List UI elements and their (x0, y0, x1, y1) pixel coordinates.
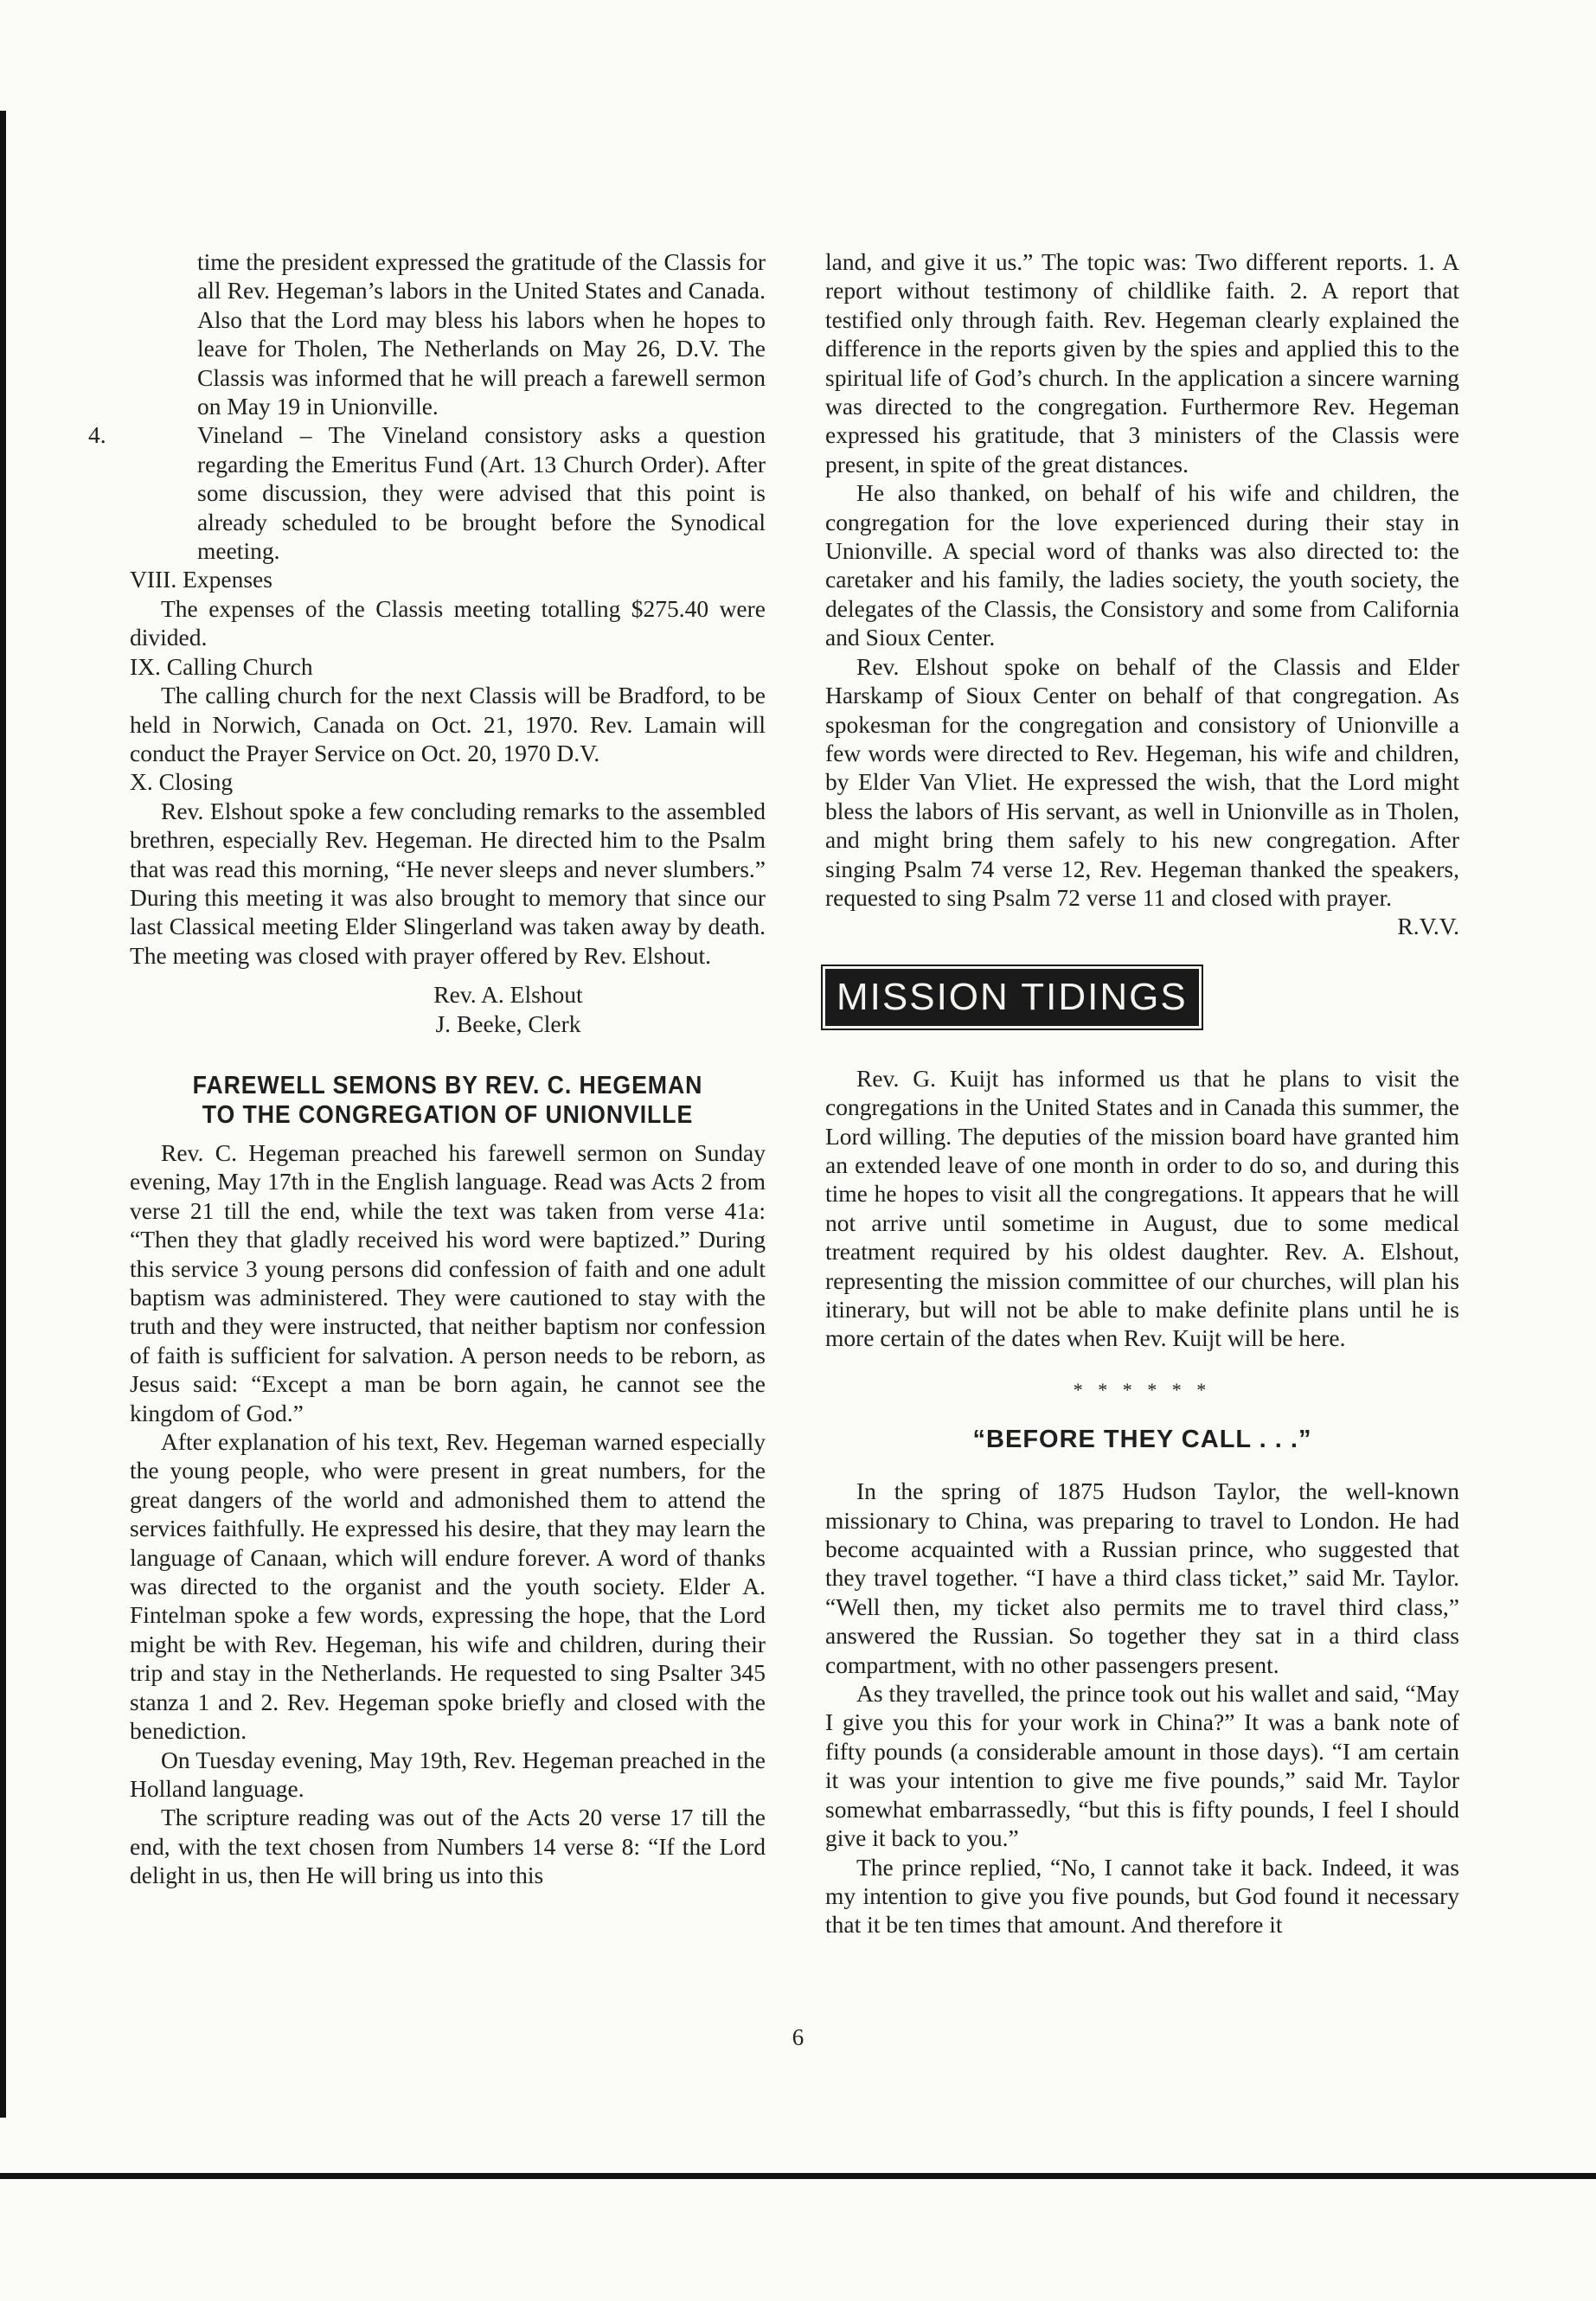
farewell-headline (155, 1071, 740, 1130)
bottom-edge-rule (0, 2173, 1596, 2179)
farewell-paragraph-2: After explanation of his text, Rev. Hegeman warned especially the young people, who were present in great numbers, for the great dangers of the world and admonished them to attend the services faithfully. He expressed his desire, that they may learn the language of Canaan, which will endure forever. A word of thanks was directed to the organist and the youth society. Elder A. Fintelman spoke a few words, expressing the hope, that the Lord might be with Rev. Hegeman, his wife and children, during their trip and stay in the Netherlands. He requested to sing Psalter 345 stanza 1 and 2. Rev. Hegeman spoke briefly and closed with the benediction. (130, 1428, 766, 1745)
list-number: 4. (88, 421, 106, 449)
story-paragraph-1: In the spring of 1875 Hudson Taylor, the well-known missionary to China, was preparing to travel to London. He had become acquainted with a Russian prince, who suggested that they travel together. “I have a third class ticket,” said Mr. Taylor. “Well then, my ticket also permits me to travel third class,” answered the Russian. So together they sat in a third class compartment, with no other passengers present. (825, 1477, 1459, 1678)
section-x-text: Rev. Elshout spoke a few concluding remarks to the assembled brethren, especially Rev. Hegeman. He directed him to the Psalm that was read this morning, “He never sleeps and never slumbers.” During this meeting it was also brought to memory that since our last Classical meeting Elder Slingerland was taken away by death. The meeting was closed with prayer offered by Rev. Elshout. (130, 797, 766, 969)
farewell-headline-line-1: FAREWELL SEMONS BY REV. C. HEGEMAN (192, 1071, 703, 1099)
initials-signature: R.V.V. (1397, 913, 1459, 940)
report-paragraph-2: He also thanked, on behalf of his wife and children, the congregation for the love experienced during their stay in Unionville. A special word of thanks was also directed to: the caretaker and his family, the ladies society, the youth society, the delegates of the Classis, the Consistory and some from California and Sioux Center. (825, 479, 1459, 651)
mission-paragraph: Rev. G. Kuijt has informed us that he plans to visit the congregations in the United States and in Canada this summer, the Lord willing. The deputies of the mission board have granted him an extended leave of one month in order to do so, and during this time he hopes to visit all the congregations. It appears that he will not arrive until sometime in August, due to some medical treatment required by his oldest daughter. Rev. A. Elshout, representing the mission committee of our churches, will plan his itinerary, but will not be able to make definite plans until he is more certain of the dates when Rev. Kuijt will be here. (825, 1064, 1459, 1352)
page-number: 6 (792, 2024, 804, 2050)
farewell-paragraph-1: Rev. C. Hegeman preached his farewell sermon on Sunday evening, May 17th in the English language. Read was Acts 2 from verse 21 till the end, while the text was taken from verse 41a: “Then they that gladly received his word were baptized.” During this service 3 young persons did confession of faith and one adult baptism was administered. They were cautioned to stay with the truth and they were instructed, that neither baptism nor confession of faith is sufficient for salvation. A person needs to be reborn, as Jesus said: “Except a man be born again, he cannot see the kingdom of God.” (130, 1138, 766, 1426)
separator-stars: * * * * * * (1073, 1378, 1212, 1400)
list-item-4 (88, 420, 766, 565)
right-column (825, 247, 1459, 1939)
intro-paragraph: time the president expressed the gratitude of the Classis for all Rev. Hegeman’s labors in the United States and Canada. Also that the Lord may bless his labors when he hopes to leave for Tholen, The Netherlands on May 26, D.V. The Classis was informed that he will preach a farewell sermon on May 19 in Unionville. (197, 248, 766, 420)
farewell-paragraph-3: On Tuesday evening, May 19th, Rev. Hegeman preached in the Holland language. (130, 1746, 766, 1802)
signature-clerk: J. Beeke, Clerk (435, 1009, 581, 1037)
farewell-headline-line-2: TO THE CONGREGATION OF UNIONVILLE (202, 1100, 694, 1129)
left-column (88, 247, 766, 1890)
story-paragraph-3: The prince replied, “No, I cannot take it back. Indeed, it was my intention to give you five pounds, but God found it necessary that it be ten times that amount. And therefore it (825, 1853, 1459, 1939)
mission-tidings-banner: MISSION TIDINGS (825, 969, 1199, 1026)
report-paragraph-1: land, and give it us.” The topic was: Two different reports. 1. A report without testimony of childlike faith. 2. A report that testified only through faith. Rev. Hegeman clearly explained the difference in the reports given by the spies and applied this to the spiritual life of God’s church. In the application a sincere warning was directed to the congregation. Furthermore Rev. Hegeman expressed his gratitude, that 3 ministers of the Classis were present, in spite of the great distances. (825, 248, 1459, 478)
page-edge-rule (0, 111, 6, 2118)
section-ix-heading: IX. Calling Church (130, 652, 313, 680)
section-viii-heading: VIII. Expenses (130, 566, 272, 593)
section-ix-text: The calling church for the next Classis will be Bradford, to be held in Norwich, Canada on Oct. 21, 1970. Rev. Lamain will conduct the Prayer Service on Oct. 20, 1970 D.V. (130, 682, 766, 766)
section-viii-text: The expenses of the Classis meeting totalling $275.40 were divided. (130, 594, 766, 651)
section-x-heading: X. Closing (130, 768, 234, 796)
report-paragraph-3: Rev. Elshout spoke on behalf of the Classis and Elder Harskamp of Sioux Center on behalf of that congregation. As spokesman for the congregation and consistory of Unionville a few words were directed to Rev. Hegeman, his wife and children, by Elder Van Vliet. He expressed the wish, that the Lord might bless the labors of His servant, as well in Unionville as in Tholen, and might bring them safely to his new congregation. After singing Psalm 74 verse 12, Rev. Hegeman thanked the speakers, requested to sing Psalm 72 verse 11 and closed with prayer. (825, 652, 1459, 911)
before-they-call-headline: “BEFORE THEY CALL . . .” (972, 1426, 1312, 1454)
signature-elshout: Rev. A. Elshout (433, 981, 583, 1009)
story-paragraph-2: As they travelled, the prince took out his wallet and said, “May I give you this for your work in China?” It was a bank note of fifty pounds (a considerable amount in those days). “I am certain it was your intention to give me five pounds,” said Mr. Taylor somewhat embarrassedly, “but this is fifty pounds, I feel I should give it back to you.” (825, 1680, 1459, 1852)
farewell-paragraph-4: The scripture reading was out of the Acts 20 verse 17 till the end, with the text chosen from Numbers 14 verse 8: “If the Lord delight in us, then He will bring us into this (130, 1804, 766, 1889)
list-item-text: Vineland – The Vineland consistory asks a question regarding the Emeritus Fund (Art. 13 Church Order). After some discussion, they were advised that this point is already scheduled to be brought before the Synodical meeting. (197, 421, 766, 565)
